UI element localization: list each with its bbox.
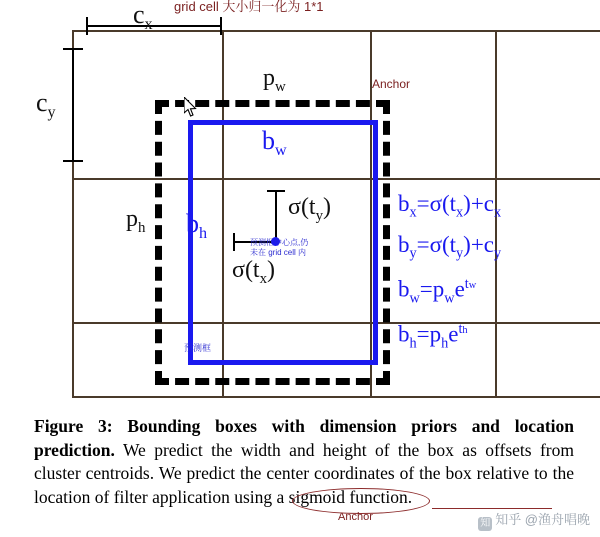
label-pw: $p_w$ [263,65,286,95]
annotation-anchor-top: Anchor [372,77,411,91]
watermark-text: 知乎 @渔舟唱晚 [495,512,590,527]
annotation-anchor-bottom: Anchor [338,511,373,523]
equation-bw: $b_w=p_we^{tw}$ [398,276,477,307]
cx-measure-cap-left [86,17,88,35]
sigma-ty-cap-top [267,190,285,192]
caption-body: We predict the width and height of the box as offsets from cluster centroids. We predict the center coordinates of the box relative to the location of filter application using a sigmoid function. [34,439,574,507]
label-sigma-ty: $\sigma(t_y)$ [288,194,332,224]
sigma-tx-cap-left [233,233,235,251]
watermark [478,509,590,531]
cy-measure-cap-top [63,48,83,50]
label-bw: $b_w$ [262,126,287,160]
equation-list [398,188,501,360]
cx-measure-bar [86,25,222,27]
grid-line-horizontal [72,396,600,398]
annotation-center-note: 预测框中心点,仍未在 grid cell 内 [250,238,309,257]
label-ph: $p_h$ [126,206,146,236]
label-cy: $c_y$ [36,88,56,122]
label-sigma-tx: $\sigma(t_x)$ [232,257,276,287]
mouse-cursor-icon [184,97,198,117]
zhihu-logo-icon: 知 [480,518,491,529]
annotation-grid-cell-note: grid cell 大小归一化为 1*1 [174,0,324,14]
cx-measure-cap-right [220,17,222,35]
equation-by: $b_y=\sigma(t_y)+c_y$ [398,231,502,262]
cy-measure-bar [72,48,74,162]
equation-bh: $b_h=p_he^{th}$ [398,321,468,352]
caption-label: Figure 3: [34,416,113,436]
label-bh: $b_h$ [186,209,208,243]
cy-measure-cap-bottom [63,160,83,162]
annotation-pred-box-note: 预测框 [184,343,212,353]
label-cx: $c_x$ [133,0,153,34]
equation-bx: $b_x=\sigma(t_x)+c_x$ [398,191,502,221]
caption-title: Bounding boxes with dimension priors and location prediction. [34,416,574,460]
sigma-ty-bar [275,190,277,242]
